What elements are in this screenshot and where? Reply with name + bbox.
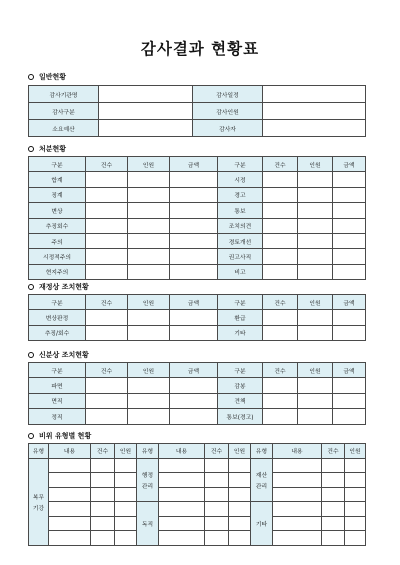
section-heading-irregularity — [28, 431, 91, 441]
data-cell[interactable] — [333, 172, 366, 187]
data-cell[interactable] — [115, 473, 137, 488]
row-label: 통보(경고) — [218, 409, 263, 424]
column-header: 건수 — [322, 444, 345, 459]
table-row — [29, 103, 366, 120]
column-header: 내용 — [273, 444, 322, 459]
data-cell[interactable] — [333, 203, 366, 218]
row-label: 징계 — [29, 187, 86, 202]
cell-label: 감사구분 — [29, 103, 99, 120]
cell-label: 감사일정 — [193, 86, 263, 103]
data-cell[interactable] — [49, 458, 91, 473]
column-header: 유형 — [251, 444, 273, 459]
row-label: 현지주의 — [29, 264, 86, 279]
data-cell[interactable] — [263, 203, 298, 218]
data-cell[interactable] — [86, 393, 128, 408]
data-cell[interactable] — [128, 187, 170, 202]
circle-bullet-icon — [28, 146, 34, 152]
data-cell[interactable] — [91, 502, 115, 517]
data-cell[interactable] — [170, 203, 218, 218]
data-cell[interactable] — [128, 249, 170, 264]
column-header: 인원 — [298, 363, 333, 378]
data-cell[interactable] — [205, 531, 229, 546]
row-label: 면직 — [29, 393, 86, 408]
data-cell[interactable] — [298, 187, 333, 202]
type-label — [137, 502, 159, 546]
data-cell[interactable] — [273, 516, 322, 531]
data-cell[interactable] — [86, 409, 128, 424]
data-cell[interactable] — [333, 393, 366, 408]
row-label: 경토개선 — [218, 233, 263, 248]
data-cell[interactable] — [263, 409, 298, 424]
data-cell[interactable] — [86, 218, 128, 233]
column-header: 구분 — [29, 363, 86, 378]
data-cell[interactable] — [170, 218, 218, 233]
row-label: 기타 — [218, 325, 263, 340]
circle-bullet-icon — [28, 284, 34, 290]
cell-value[interactable] — [99, 103, 193, 120]
data-cell[interactable] — [273, 502, 322, 517]
data-cell[interactable] — [128, 172, 170, 187]
table-header-row — [29, 444, 366, 459]
data-cell[interactable] — [115, 516, 137, 531]
data-cell[interactable] — [86, 172, 128, 187]
column-header: 금액 — [170, 363, 218, 378]
table-row — [29, 325, 366, 340]
row-label: 권고사직 — [218, 249, 263, 264]
type-label-line: 기강 — [32, 505, 45, 512]
section-label: 비위 유형별 현황 — [39, 432, 92, 440]
row-label: 조치의견 — [218, 218, 263, 233]
data-cell[interactable] — [115, 458, 137, 473]
data-cell[interactable] — [263, 325, 298, 340]
section-label: 재정상 조치현황 — [39, 283, 89, 291]
table-row — [29, 531, 366, 546]
data-cell[interactable] — [170, 233, 218, 248]
table-row — [29, 458, 366, 473]
data-cell[interactable] — [333, 325, 366, 340]
column-header: 유형 — [29, 444, 49, 459]
column-header: 인원 — [115, 444, 137, 459]
cell-value[interactable] — [263, 86, 366, 103]
section-label: 처분현황 — [39, 145, 67, 153]
data-cell[interactable] — [86, 378, 128, 393]
data-cell[interactable] — [273, 487, 322, 502]
table-row — [29, 393, 366, 408]
column-header: 건수 — [205, 444, 229, 459]
data-cell[interactable] — [273, 531, 322, 546]
row-label: 파면 — [29, 378, 86, 393]
section-heading-personal — [28, 350, 89, 360]
data-cell[interactable] — [86, 187, 128, 202]
column-header: 구분 — [218, 295, 263, 310]
section-heading-general — [28, 72, 66, 82]
data-cell[interactable] — [86, 310, 128, 325]
data-cell[interactable] — [170, 378, 218, 393]
table-row — [29, 473, 366, 488]
column-header: 건수 — [86, 363, 128, 378]
column-header: 인원 — [128, 295, 170, 310]
column-header: 구분 — [218, 363, 263, 378]
data-cell[interactable] — [298, 409, 333, 424]
table-row — [29, 516, 366, 531]
data-cell[interactable] — [345, 516, 366, 531]
table-row — [29, 264, 366, 279]
column-header: 구분 — [218, 157, 263, 172]
data-cell[interactable] — [333, 218, 366, 233]
column-header: 인원 — [128, 363, 170, 378]
table-header-row — [29, 363, 366, 378]
cell-value[interactable] — [99, 120, 193, 137]
cell-label: 소요예산 — [29, 120, 99, 137]
data-cell[interactable] — [263, 249, 298, 264]
data-cell[interactable] — [273, 458, 322, 473]
type-label-line: 행정 — [141, 472, 154, 479]
row-label: 시정적주의 — [29, 249, 86, 264]
data-cell[interactable] — [91, 487, 115, 502]
data-cell[interactable] — [263, 310, 298, 325]
table-row — [29, 487, 366, 502]
type-label-line: 독직 — [141, 521, 154, 528]
row-label: 감봉 — [218, 378, 263, 393]
row-label: 경고 — [218, 187, 263, 202]
cell-label: 감사인원 — [193, 103, 263, 120]
column-header: 금액 — [333, 157, 366, 172]
data-cell[interactable] — [205, 487, 229, 502]
data-cell[interactable] — [333, 249, 366, 264]
data-cell[interactable] — [345, 473, 366, 488]
column-header: 인원 — [298, 157, 333, 172]
circle-bullet-icon — [28, 74, 34, 80]
data-cell[interactable] — [128, 393, 170, 408]
column-header: 내용 — [159, 444, 205, 459]
table-row — [29, 218, 366, 233]
column-header: 인원 — [229, 444, 251, 459]
data-cell[interactable] — [86, 264, 128, 279]
irregularity-table — [28, 443, 366, 546]
data-cell[interactable] — [229, 487, 251, 502]
data-cell[interactable] — [205, 516, 229, 531]
column-header: 구분 — [29, 157, 86, 172]
data-cell[interactable] — [322, 516, 345, 531]
type-label-line: 관리 — [141, 483, 154, 490]
data-cell[interactable] — [333, 409, 366, 424]
table-row — [29, 409, 366, 424]
type-label — [251, 458, 273, 502]
table-row — [29, 378, 366, 393]
data-cell[interactable] — [273, 473, 322, 488]
data-cell[interactable] — [159, 458, 205, 473]
cell-value[interactable] — [263, 103, 366, 120]
row-label: 변상 — [29, 203, 86, 218]
column-header: 금액 — [170, 295, 218, 310]
table-header-row — [29, 295, 366, 310]
data-cell[interactable] — [115, 502, 137, 517]
data-cell[interactable] — [205, 458, 229, 473]
column-header: 금액 — [170, 157, 218, 172]
type-label-line: 재산 — [255, 472, 268, 479]
section-heading-financial — [28, 282, 89, 292]
data-cell[interactable] — [345, 458, 366, 473]
data-cell[interactable] — [86, 203, 128, 218]
data-cell[interactable] — [49, 473, 91, 488]
data-cell[interactable] — [159, 531, 205, 546]
data-cell[interactable] — [205, 502, 229, 517]
data-cell[interactable] — [115, 531, 137, 546]
data-cell[interactable] — [91, 516, 115, 531]
table-row — [29, 310, 366, 325]
type-label-line: 복무 — [32, 494, 45, 501]
data-cell[interactable] — [229, 458, 251, 473]
data-cell[interactable] — [298, 325, 333, 340]
data-cell[interactable] — [298, 310, 333, 325]
type-label-line: 관리 — [255, 483, 268, 490]
data-cell[interactable] — [115, 487, 137, 502]
column-header: 금액 — [333, 363, 366, 378]
data-cell[interactable] — [333, 264, 366, 279]
section-label: 일반현황 — [39, 73, 67, 81]
data-cell[interactable] — [229, 531, 251, 546]
cell-value[interactable] — [263, 120, 366, 137]
data-cell[interactable] — [345, 487, 366, 502]
table-row — [29, 203, 366, 218]
data-cell[interactable] — [298, 218, 333, 233]
data-cell[interactable] — [229, 502, 251, 517]
column-header: 건수 — [91, 444, 115, 459]
cell-label: 감사자 — [193, 120, 263, 137]
data-cell[interactable] — [263, 218, 298, 233]
table-row — [29, 249, 366, 264]
data-cell[interactable] — [263, 172, 298, 187]
column-header: 건수 — [263, 295, 298, 310]
disposition-table — [28, 156, 366, 280]
data-cell[interactable] — [333, 187, 366, 202]
row-label: 시정 — [218, 172, 263, 187]
row-label: 환급 — [218, 310, 263, 325]
row-label: 변상판정 — [29, 310, 86, 325]
data-cell[interactable] — [159, 487, 205, 502]
row-label: 주의 — [29, 233, 86, 248]
data-cell[interactable] — [159, 516, 205, 531]
table-row — [29, 502, 366, 517]
row-label: 정직 — [29, 409, 86, 424]
cell-value[interactable] — [99, 86, 193, 103]
circle-bullet-icon — [28, 433, 34, 439]
section-label: 신분상 조치현황 — [39, 351, 89, 359]
data-cell[interactable] — [298, 264, 333, 279]
data-cell[interactable] — [91, 473, 115, 488]
type-label — [251, 502, 273, 546]
table-header-row — [29, 157, 366, 172]
data-cell[interactable] — [91, 531, 115, 546]
cell-label: 감사기관명 — [29, 86, 99, 103]
table-row — [29, 172, 366, 187]
general-table — [28, 85, 366, 137]
row-label: 견책 — [218, 393, 263, 408]
data-cell[interactable] — [128, 218, 170, 233]
data-cell[interactable] — [170, 393, 218, 408]
table-row — [29, 86, 366, 103]
type-label-line: 기타 — [255, 521, 268, 528]
table-row — [29, 120, 366, 137]
data-cell[interactable] — [170, 187, 218, 202]
data-cell[interactable] — [263, 393, 298, 408]
column-header: 내용 — [49, 444, 91, 459]
data-cell[interactable] — [128, 378, 170, 393]
page-title: 감사결과 현황표 — [140, 40, 260, 58]
data-cell[interactable] — [128, 310, 170, 325]
row-label: 추징/회수 — [29, 325, 86, 340]
column-header: 인원 — [345, 444, 366, 459]
data-cell[interactable] — [86, 249, 128, 264]
data-cell[interactable] — [333, 310, 366, 325]
data-cell[interactable] — [49, 487, 91, 502]
data-cell[interactable] — [159, 502, 205, 517]
data-cell[interactable] — [86, 233, 128, 248]
data-cell[interactable] — [205, 473, 229, 488]
data-cell[interactable] — [263, 233, 298, 248]
data-cell[interactable] — [263, 187, 298, 202]
data-cell[interactable] — [333, 378, 366, 393]
data-cell[interactable] — [263, 378, 298, 393]
column-header: 건수 — [86, 295, 128, 310]
column-header: 금액 — [333, 295, 366, 310]
row-label: 비고 — [218, 264, 263, 279]
data-cell[interactable] — [91, 458, 115, 473]
data-cell[interactable] — [298, 249, 333, 264]
data-cell[interactable] — [159, 473, 205, 488]
data-cell[interactable] — [322, 531, 345, 546]
data-cell[interactable] — [49, 502, 91, 517]
data-cell[interactable] — [298, 172, 333, 187]
data-cell[interactable] — [298, 378, 333, 393]
data-cell[interactable] — [86, 325, 128, 340]
data-cell[interactable] — [170, 264, 218, 279]
data-cell[interactable] — [170, 325, 218, 340]
column-header: 인원 — [128, 157, 170, 172]
data-cell[interactable] — [345, 531, 366, 546]
data-cell[interactable] — [170, 409, 218, 424]
data-cell[interactable] — [322, 473, 345, 488]
data-cell[interactable] — [322, 487, 345, 502]
data-cell[interactable] — [49, 516, 91, 531]
data-cell[interactable] — [333, 233, 366, 248]
data-cell[interactable] — [229, 516, 251, 531]
data-cell[interactable] — [298, 233, 333, 248]
data-cell[interactable] — [322, 458, 345, 473]
data-cell[interactable] — [128, 233, 170, 248]
section-heading-disposition — [28, 144, 66, 154]
column-header: 건수 — [263, 363, 298, 378]
data-cell[interactable] — [170, 172, 218, 187]
data-cell[interactable] — [322, 502, 345, 517]
column-header: 인원 — [298, 295, 333, 310]
column-header: 건수 — [263, 157, 298, 172]
column-header: 건수 — [86, 157, 128, 172]
data-cell[interactable] — [128, 409, 170, 424]
data-cell[interactable] — [49, 531, 91, 546]
table-row — [29, 233, 366, 248]
column-header: 구분 — [29, 295, 86, 310]
row-label: 통보 — [218, 203, 263, 218]
financial-table — [28, 294, 366, 341]
personal-table — [28, 362, 366, 425]
row-label: 추징회수 — [29, 218, 86, 233]
data-cell[interactable] — [170, 249, 218, 264]
row-label: 합계 — [29, 172, 86, 187]
data-cell[interactable] — [128, 325, 170, 340]
data-cell[interactable] — [298, 393, 333, 408]
data-cell[interactable] — [128, 203, 170, 218]
type-label — [137, 458, 159, 502]
data-cell[interactable] — [345, 502, 366, 517]
data-cell[interactable] — [229, 473, 251, 488]
data-cell[interactable] — [170, 310, 218, 325]
type-label — [29, 458, 49, 545]
column-header: 유형 — [137, 444, 159, 459]
data-cell[interactable] — [298, 203, 333, 218]
circle-bullet-icon — [28, 352, 34, 358]
table-row — [29, 187, 366, 202]
data-cell[interactable] — [263, 264, 298, 279]
data-cell[interactable] — [128, 264, 170, 279]
